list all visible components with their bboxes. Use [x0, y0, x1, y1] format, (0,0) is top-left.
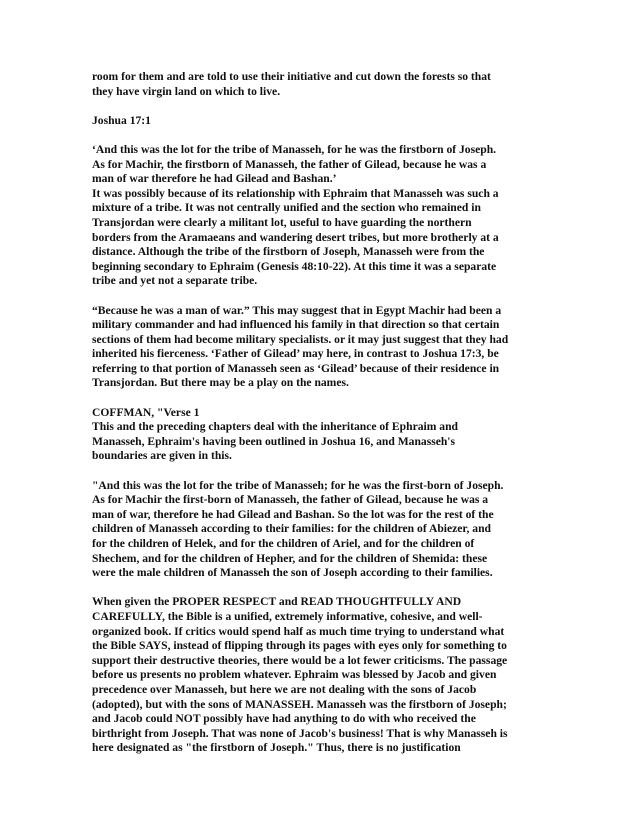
paragraph-man-of-war	[92, 304, 552, 392]
text-line: CAREFULLY, the Bible is a unified, extremely informative, cohesive, and well-	[92, 609, 483, 623]
text-line: military commander and had influenced his family in that direction so that certain	[92, 318, 500, 332]
paragraph-coffman	[92, 406, 552, 464]
paragraph-proper-respect	[92, 595, 552, 756]
text-line: referring to that portion of Manasseh seen as ‘Gilead’ because of their residence in	[92, 361, 500, 375]
paragraph-spacer	[92, 581, 552, 596]
text-line: man of war, therefore he had Gilead and Bashan. So the lot was for the rest of the	[92, 507, 494, 521]
text-line: Manasseh, Ephraim's having been outlined in Joshua 16, and Manasseh's	[92, 434, 456, 448]
text-line: inherited his fierceness. ‘Father of Gilead’ may here, in contrast to Joshua 17:3, be	[92, 347, 499, 361]
text-line: room for them and are told to use their initiative and cut down the forests so that	[92, 70, 491, 83]
text-line: COFFMAN, "Verse 1	[92, 405, 200, 419]
text-line: sections of them had become military specialists. or it may just suggest that they had	[92, 332, 509, 346]
text-line: beginning secondary to Ephraim (Genesis 48:10-22). At this time it was a separate	[92, 259, 497, 273]
text-line: mixture of a tribe. It was not centrally unified and the section who remained in	[92, 201, 481, 215]
text-line: (adopted), but with the sons of MANASSEH. Manasseh was the firstborn of Joseph;	[92, 697, 507, 711]
paragraph-spacer	[92, 289, 552, 304]
paragraph-spacer	[92, 99, 552, 114]
paragraph-verse-quote	[92, 479, 552, 581]
text-line: they have virgin land on which to live.	[92, 84, 281, 98]
text-line: ‘And this was the lot for the tribe of Manasseh, for he was the firstborn of Joseph.	[92, 142, 497, 156]
text-line: Joshua 17:1	[92, 113, 151, 127]
text-line: tribe and yet not a separate tribe.	[92, 274, 258, 288]
text-line: and Jacob could NOT possibly have had anything to do with who received the	[92, 712, 476, 726]
text-line: children of Manasseh according to their families: for the children of Abiezer, and	[92, 522, 491, 536]
document-body	[92, 70, 552, 756]
paragraph-spacer	[92, 128, 552, 143]
text-line: distance. Although the tribe of the firstborn of Joseph, Manasseh were from the	[92, 245, 485, 259]
text-line: borders from the Aramaeans and wandering desert tribes, but more brotherly at a	[92, 230, 499, 244]
text-line: Transjordan were clearly a militant lot, useful to have guarding the northern	[92, 215, 472, 229]
paragraph-quote-commentary	[92, 143, 552, 289]
text-line: Transjordan. But there may be a play on the names.	[92, 376, 349, 390]
text-line: here designated as "the firstborn of Joseph." Thus, there is no justification	[92, 741, 461, 755]
text-line: organized book. If critics would spend half as much time trying to understand what	[92, 624, 505, 638]
paragraph-spacer	[92, 391, 552, 406]
text-line: It was possibly because of its relationship with Ephraim that Manasseh was such a	[92, 186, 499, 200]
text-line: for the children of Helek, and for the children of Ariel, and for the children of	[92, 537, 475, 550]
text-line: precedence over Manasseh, but here we are not dealing with the sons of Jacob	[92, 682, 477, 696]
text-line: birthright from Joseph. That was none of Jacob's business! That is why Manasseh is	[92, 726, 508, 740]
text-line: the Bible SAYS, instead of flipping through its pages with eyes only for something to	[92, 639, 507, 653]
text-line: As for Machir the first-born of Manasseh, the father of Gilead, because he was a	[92, 493, 489, 507]
text-line: man of war therefore he had Gilead and Bashan.’	[92, 172, 337, 186]
paragraph-intro	[92, 70, 552, 99]
text-line: Shechem, and for the children of Hepher, and for the children of Shemida: these	[92, 551, 488, 565]
text-line: support their destructive theories, there would be a lot fewer criticisms. The passage	[92, 653, 508, 667]
text-line: As for Machir, the firstborn of Manasseh, the father of Gilead, because he was a	[92, 157, 487, 171]
text-line: This and the preceding chapters deal with the inheritance of Ephraim and	[92, 420, 458, 434]
reference-heading	[92, 114, 552, 129]
text-line: before us presents no problem whatever. Ephraim was blessed by Jacob and given	[92, 668, 497, 682]
text-line: "And this was the lot for the tribe of Manasseh; for he was the first-born of Joseph.	[92, 478, 504, 492]
text-line: boundaries are given in this.	[92, 449, 232, 463]
text-line: “Because he was a man of war.” This may suggest that in Egypt Machir had been a	[92, 303, 502, 317]
text-line: When given the PROPER RESPECT and READ THOUGHTFULLY AND	[92, 595, 462, 609]
text-line: were the male children of Manasseh the son of Joseph according to their families.	[92, 566, 493, 580]
paragraph-spacer	[92, 464, 552, 479]
